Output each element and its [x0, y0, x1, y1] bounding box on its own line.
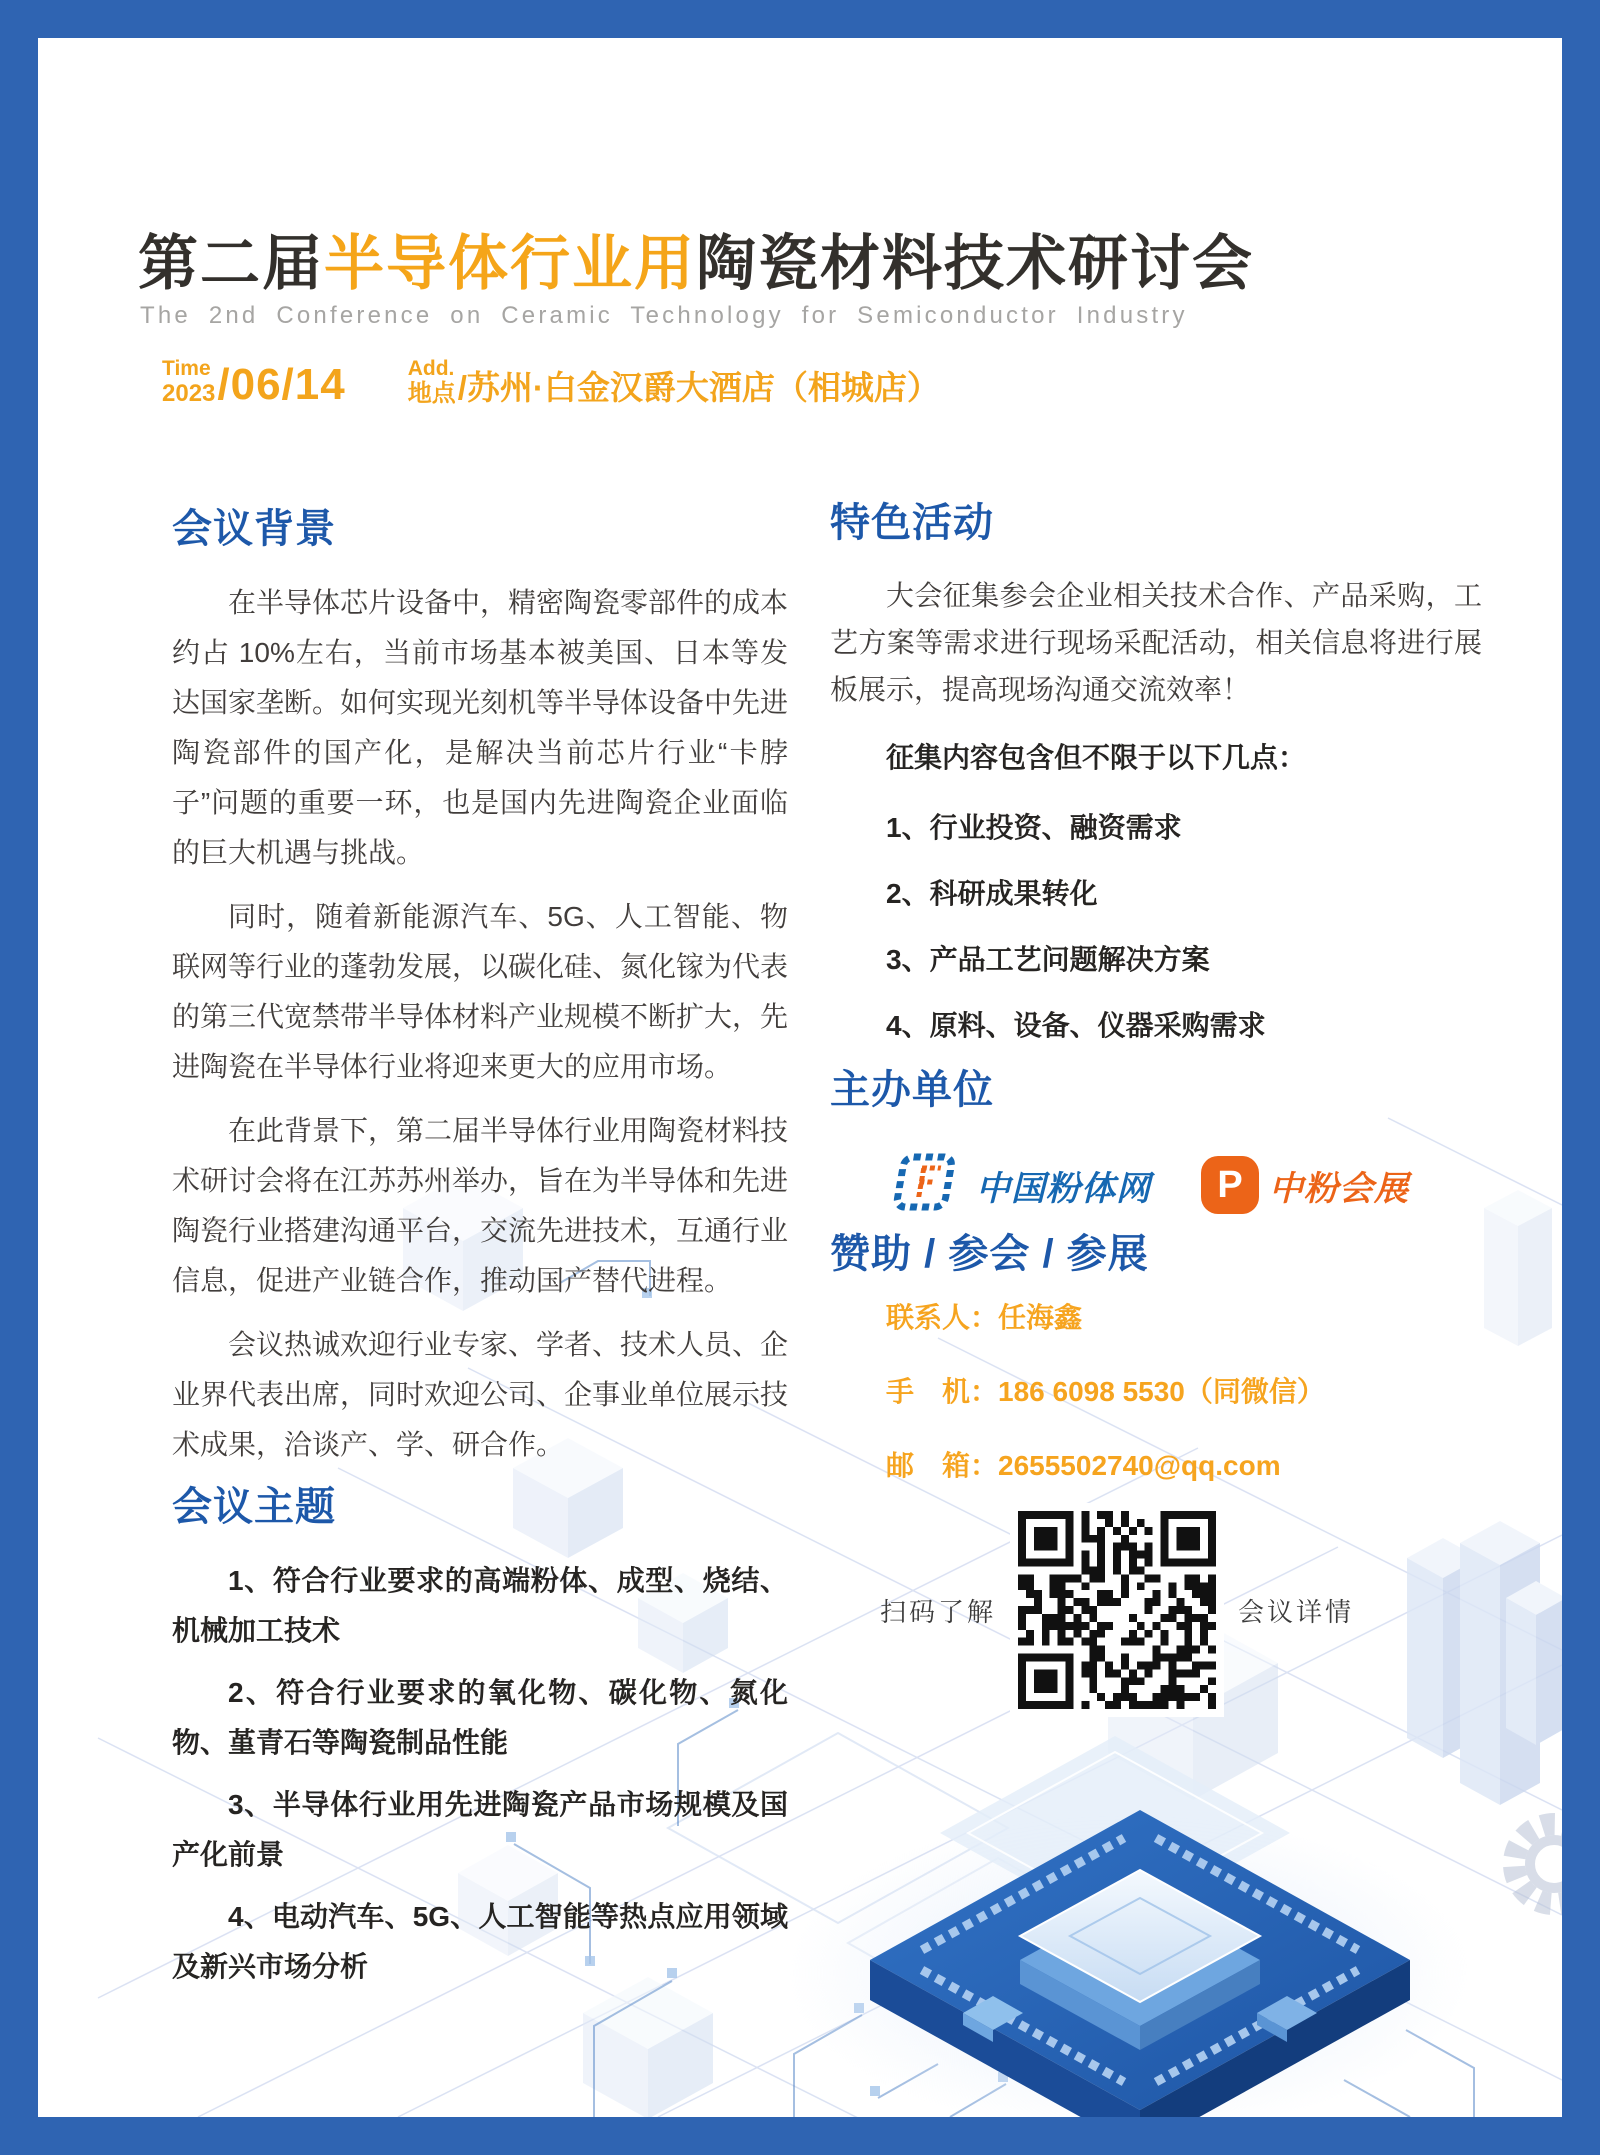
page-title	[138, 216, 1254, 302]
zhongfen-expo-logo	[1201, 1156, 1409, 1214]
time-date: /06/14	[217, 359, 346, 409]
feature-item: 2、科研成果转化	[886, 878, 1098, 909]
qr-row	[880, 1503, 1482, 1717]
zhongfen-expo-logo-icon: P	[1201, 1156, 1259, 1214]
contact-person-label: 联系人：	[886, 1302, 999, 1333]
section-title-organizer: 主办单位	[830, 1068, 994, 1112]
background-paragraph: 同时，随着新能源汽车、5G、人工智能、物联网等行业的蓬勃发展，以碳化硅、氮化镓为代表的第三代宽禁带半导体材料产业规模不断扩大，先进陶瓷在半导体行业将迎来更大的应用市场。	[172, 901, 789, 1082]
contact-block	[886, 1303, 1482, 1481]
section-title-background: 会议背景	[172, 507, 336, 551]
left-column	[172, 506, 788, 2004]
contact-email-line	[886, 1451, 1482, 1481]
topic-item: 3、半导体行业用先进陶瓷产品市场规模及国产化前景	[172, 1789, 788, 1870]
address-label-en: Add.	[407, 357, 455, 380]
contact-phone-value: 186 6098 5530（同微信）	[998, 1376, 1325, 1407]
background-paragraph: 在半导体芯片设备中，精密陶瓷零部件的成本约占 10%左右，当前市场基本被美国、日本等发达国家垄断。如何实现光刻机等半导体设备中先进陶瓷部件的国产化，是解决当前芯片行业“卡脖子”问题的重要一环，也是国内先进陶瓷企业面临的巨大机遇与挑战。	[172, 587, 789, 868]
powder-network-logo	[886, 1150, 1151, 1221]
topic-item: 4、电动汽车、5G、人工智能等热点应用领域及新兴市场分析	[172, 1901, 788, 1982]
feature-item: 3、产品工艺问题解决方案	[886, 944, 1210, 975]
event-address	[408, 358, 940, 407]
time-label: Time	[162, 357, 211, 380]
title-part-1: 第二届	[138, 230, 324, 297]
event-meta	[162, 358, 940, 407]
organizer-logos	[886, 1139, 1482, 1231]
section-title-sponsor: 赞助 / 参会 / 参展	[830, 1232, 1149, 1276]
topic-item: 1、符合行业要求的高端粉体、成型、烧结、机械加工技术	[172, 1565, 788, 1646]
feature-item: 4、原料、设备、仪器采购需求	[886, 1010, 1266, 1041]
section-title-features: 特色活动	[830, 501, 994, 545]
contact-person-line	[886, 1303, 1482, 1333]
address-value: /苏州·白金汉爵大酒店（相城店）	[457, 369, 940, 407]
event-time	[162, 358, 346, 407]
address-label-cn: 地点	[407, 379, 456, 407]
background-paragraph: 会议热诚欢迎行业专家、学者、技术人员、企业界代表出席，同时欢迎公司、企事业单位展示技术成果，洽谈产、学、研合作。	[172, 1329, 789, 1460]
contact-email-value: 2655502740@qq.com	[998, 1450, 1281, 1481]
features-intro: 大会征集参会企业相关技术合作、产品采购，工艺方案等需求进行现场采配活动，相关信息将进行展板展示，提高现场沟通交流效率！	[830, 580, 1482, 705]
title-part-3: 陶瓷材料技术研讨会	[696, 230, 1254, 297]
qr-caption-right: 会议详情	[1238, 1596, 1355, 1627]
qr-caption-left: 扫码了解	[880, 1596, 997, 1627]
contact-email-label: 邮 箱：	[886, 1450, 999, 1481]
powder-network-logo-icon	[886, 1150, 966, 1221]
time-year: 2023	[162, 379, 216, 407]
page-subtitle-en: The 2nd Conference on Ceramic Technology for Semiconductor Industry	[140, 302, 1188, 329]
topic-item: 2、符合行业要求的氧化物、碳化物、氮化物、堇青石等陶瓷制品性能	[172, 1677, 788, 1758]
contact-phone-label: 手 机：	[886, 1376, 999, 1407]
contact-phone-line	[886, 1377, 1482, 1407]
qr-code-svg	[1018, 1511, 1216, 1709]
title-part-2-highlight: 半导体行业用	[324, 230, 696, 297]
qr-code	[1010, 1503, 1224, 1717]
zhongfen-expo-logo-name: 中粉会展	[1269, 1169, 1409, 1208]
background-paragraph: 在此背景下，第二届半导体行业用陶瓷材料技术研讨会将在江苏苏州举办，旨在为半导体和先进陶瓷行业搭建沟通平台，交流先进技术，互通行业信息，促进产业链合作，推动国产替代进程。	[172, 1115, 789, 1296]
contact-person-value: 任海鑫	[998, 1302, 1083, 1333]
powder-network-logo-name: 中国粉体网	[976, 1169, 1151, 1208]
right-column	[830, 500, 1482, 1717]
features-list-title: 征集内容包含但不限于以下几点：	[886, 742, 1307, 773]
poster-page	[38, 38, 1562, 2117]
feature-item: 1、行业投资、融资需求	[886, 812, 1182, 843]
section-title-topics: 会议主题	[172, 1485, 336, 1529]
